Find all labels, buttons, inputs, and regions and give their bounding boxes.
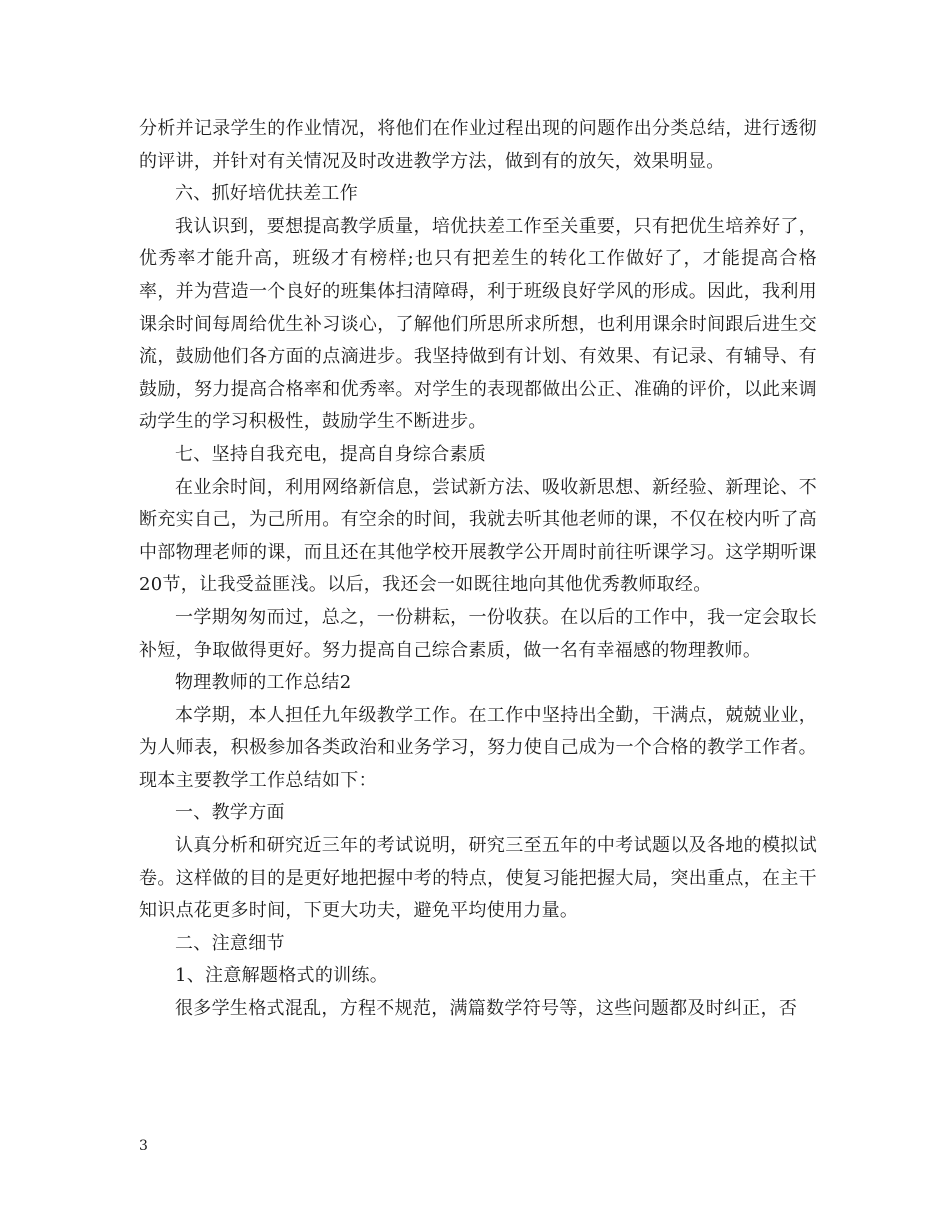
page-number: 3 [139, 1138, 148, 1154]
section-heading: 六、抓好培优扶差工作 [175, 183, 358, 205]
section-heading: 一、教学方面 [175, 802, 285, 824]
paragraph: 在业余时间，利用网络新信息，尝试新方法、吸收新思想、新经验、新理论、不断充实自己，为己所用。有空余的时间，我就去听其他老师的课，不仅在校内听了高中部物理老师的课，而且还在其他学校开展教学公开周时前往听课学习。这学期听课20节，让我受益匪浅。以后，我还会一如既往地向其他优秀教师取经。 [139, 476, 817, 596]
paragraph: 分析并记录学生的作业情况，将他们在作业过程出现的问题作出分类总结，进行透彻的评讲，并针对有关情况及时改进教学方法，做到有的放矢，效果明显。 [139, 118, 817, 172]
list-item: 1、注意解题格式的训练。 [175, 965, 389, 987]
paragraph: 认真分析和研究近三年的考试说明，研究三至五年的中考试题以及各地的模拟试卷。这样做的目的是更好地把握中考的特点，使复习能把握大局，突出重点，在主干知识点花更多时间，下更大功夫，避免平均使用力量。 [139, 835, 817, 922]
section-heading: 二、注意细节 [175, 932, 285, 954]
body-text [139, 113, 817, 1026]
paragraph: 很多学生格式混乱，方程不规范，满篇数学符号等，这些问题都及时纠正，否 [175, 998, 798, 1020]
paragraph: 本学期，本人担任九年级教学工作。在工作中坚持出全勤，干满点，兢兢业业，为人师表，积极参加各类政治和业务学习，努力使自己成为一个合格的教学工作者。现本主要教学工作总结如下： [139, 704, 817, 791]
section-heading: 七、坚持自我充电，提高自身综合素质 [175, 443, 487, 465]
paragraph: 一学期匆匆而过，总之，一份耕耘，一份收获。在以后的工作中，我一定会取长补短，争取做得更好。努力提高自己综合素质，做一名有幸福感的物理教师。 [139, 606, 817, 661]
document-title: 物理教师的工作总结2 [175, 672, 352, 694]
paragraph: 我认识到，要想提高教学质量，培优扶差工作至关重要，只有把优生培养好了，优秀率才能升高，班级才有榜样;也只有把差生的转化工作做好了，才能提高合格率，并为营造一个良好的班集体扫清障碍，利于班级良好学风的形成。因此，我利用课余时间每周给优生补习谈心，了解他们所思所求所想，也利用课余时间跟后进生交流，鼓励他们各方面的点滴进步。我坚持做到有计划、有效果、有记录、有辅导、有鼓励，努力提高合格率和优秀率。对学生的表现都做出公正、准确的评价，以此来调动学生的学习积极性，鼓励学生不断进步。 [139, 215, 817, 433]
